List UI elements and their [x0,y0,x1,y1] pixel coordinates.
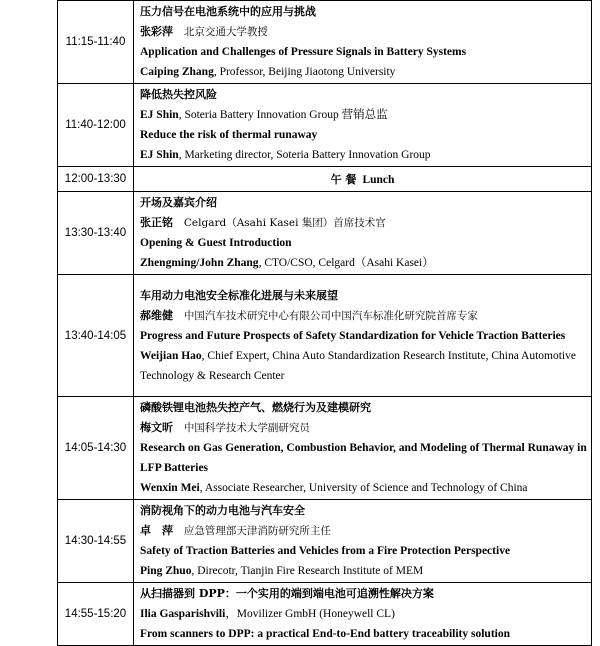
speaker-name-cn: 郝维健 [140,308,173,322]
session-title-cn: 消防视角下的动力电池与汽车安全 [140,504,305,517]
speaker-affiliation-en: , CTO/CSO, Celgard（Asahi Kasei） [258,257,434,269]
speaker-affiliation-cn: 中国汽车技术研究中心有限公司中国汽车标准化研究院首席专家 [183,309,478,322]
time-cell: 13:40-14:05 [58,275,134,397]
agenda-row [58,192,592,275]
speaker-affiliation-en: , Professor, Beijing Jiaotong University [213,66,396,78]
speaker-line-cn [140,418,587,438]
session-cell [134,500,592,583]
speaker-name-cn: 梅文昕 [140,421,173,434]
lunch-label-cn: 午 餐 [330,173,357,186]
time-cell: 13:30-13:40 [58,192,134,275]
speaker-affiliation-en: , Chief Expert, China Auto Standardization Research Institute, China Automotive Technology & Research Center [140,349,576,382]
agenda-row [58,1,592,84]
speaker-affiliation-en: , Direcotr, Tianjin Fire Research Institute of MEM [191,565,424,577]
agenda-row [58,583,592,646]
speaker-line-en [140,145,587,165]
session-cell [134,1,592,84]
speaker-name-cn: 卓 萍 [140,524,173,537]
speaker-affiliation-cn: 应急管理部天津消防研究所主任 [183,525,331,537]
speaker-name-cn: 张正铭 [140,216,173,229]
time-cell: 14:55-15:20 [58,583,134,646]
speaker-name-en: Caiping Zhang [140,66,214,78]
speaker-affiliation-cn: 中国科学技术大学副研究员 [183,422,310,434]
speaker-line-en [140,253,587,273]
agenda-row [58,397,592,500]
session-title-en: Application and Challenges of Pressure Signals in Battery Systems [140,46,467,58]
time-cell: 14:30-14:55 [58,500,134,583]
session-title-en: Opening & Guest Introduction [140,237,292,249]
speaker-name-en: Wenxin Mei [140,482,200,494]
time-cell: 11:40-12:00 [58,84,134,167]
session-cell [134,583,592,646]
lunch-label-en: Lunch [362,174,395,186]
speaker-name-en: Ping Zhuo [140,565,192,577]
speaker-line-cn [140,604,587,624]
speaker-name-cn: EJ Shin [140,109,179,121]
session-title-cn: 从扫描器到 DPP：一个实用的端到端电池可追溯性解决方案 [140,587,434,600]
speaker-name-en: Zhengming/John Zhang [140,257,259,269]
session-title-en: Safety of Traction Batteries and Vehicles from a Fire Protection Perspective [140,545,511,557]
time-cell: 12:00-13:30 [58,167,134,192]
speaker-line-cn [140,22,587,42]
agenda-table [57,0,592,646]
speaker-line-en [140,478,587,498]
speaker-affiliation-cn: 北京交通大学教授 [183,26,268,38]
session-title-en: From scanners to DPP: a practical End-to-End battery traceability solution [140,628,510,640]
speaker-line-cn [140,521,587,541]
session-title-en: Research on Gas Generation, Combustion Behavior, and Modeling of Thermal Runaway in LFP Batteries [140,442,587,474]
session-title-en: Progress and Future Prospects of Safety Standardization for Vehicle Traction Batteries [140,329,566,342]
lunch-cell [134,167,592,192]
time-cell: 14:05-14:30 [58,397,134,500]
speaker-affiliation-en: , Marketing director, Soteria Battery Innovation Group [178,149,431,161]
speaker-affiliation-cn: ，Movilizer GmbH (Honeywell CL) [225,608,395,620]
session-cell [134,397,592,500]
speaker-name-cn: 张彩萍 [140,25,173,38]
time-cell: 11:15-11:40 [58,1,134,84]
session-title-cn: 车用动力电池安全标准化进展与未来展望 [140,288,338,302]
speaker-affiliation-cn: , Soteria Battery Innovation Group 营销总监 [178,109,388,121]
session-cell [134,275,592,397]
speaker-name-en: Weijian Hao [140,349,202,362]
session-title-cn: 压力信号在电池系统中的应用与挑战 [140,5,316,18]
speaker-line-en [140,346,587,386]
speaker-affiliation-en: , Associate Researcher, University of Science and Technology of China [199,482,528,494]
speaker-line-cn [140,306,587,326]
session-cell [134,192,592,275]
session-title-cn: 开场及嘉宾介绍 [140,196,217,209]
speaker-line-cn [140,105,587,125]
agenda-row [58,275,592,397]
agenda-row-lunch [58,167,592,192]
agenda-row [58,500,592,583]
speaker-name-en: EJ Shin [140,149,179,161]
session-title-cn: 降低热失控风险 [140,88,217,101]
speaker-line-en [140,62,587,82]
agenda-row [58,84,592,167]
speaker-name-cn: Ilia Gasparishvili [140,608,226,620]
speaker-affiliation-cn: Celgard（Asahi Kasei 集团）首席技术官 [183,217,386,229]
session-title-cn: 磷酸铁锂电池热失控产气、燃烧行为及建模研究 [140,401,371,414]
session-cell [134,84,592,167]
speaker-line-cn [140,213,587,233]
session-title-en: Reduce the risk of thermal runaway [140,129,318,141]
speaker-line-en [140,561,587,581]
